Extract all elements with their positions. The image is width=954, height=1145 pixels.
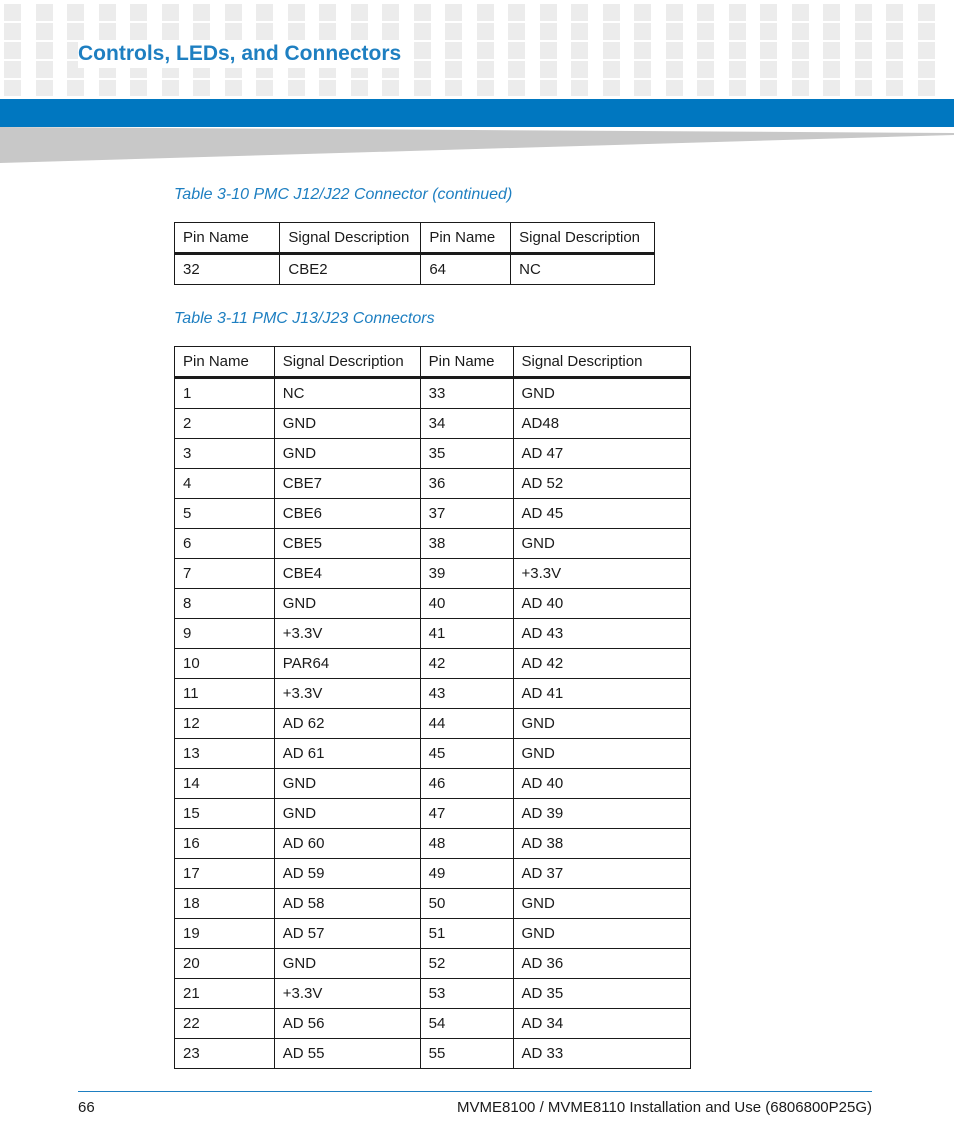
- pattern-square: [603, 61, 620, 78]
- header-blue-bar: [0, 99, 954, 127]
- pattern-square: [760, 42, 777, 59]
- table-cell: AD48: [513, 409, 690, 439]
- table-row: [175, 889, 691, 919]
- pattern-square: [886, 4, 903, 21]
- pattern-square: [477, 42, 494, 59]
- pattern-square: [855, 80, 872, 96]
- pattern-square: [571, 80, 588, 96]
- table-cell: 6: [175, 529, 275, 559]
- footer-divider: [78, 1091, 872, 1092]
- pattern-square: [697, 23, 714, 40]
- table-cell: GND: [513, 919, 690, 949]
- pattern-square: [319, 80, 336, 96]
- pattern-square: [886, 23, 903, 40]
- pattern-square: [634, 23, 651, 40]
- pattern-square: [256, 23, 273, 40]
- pattern-square: [508, 61, 525, 78]
- table-cell: 17: [175, 859, 275, 889]
- table-row: [175, 1039, 691, 1069]
- pattern-square: [571, 42, 588, 59]
- table-3-10-caption: Table 3-10 PMC J12/J22 Connector (continued): [174, 186, 513, 203]
- column-header: Signal Description: [513, 347, 690, 378]
- table-cell: AD 58: [274, 889, 420, 919]
- pattern-square: [351, 80, 368, 96]
- table-cell: AD 45: [513, 499, 690, 529]
- table-cell: GND: [274, 589, 420, 619]
- pattern-square: [855, 61, 872, 78]
- table-row: [175, 409, 691, 439]
- table-cell: 12: [175, 709, 275, 739]
- table-cell: AD 39: [513, 799, 690, 829]
- table-cell: GND: [274, 769, 420, 799]
- pattern-square: [36, 42, 53, 59]
- table-row: [175, 378, 691, 409]
- table-cell: 2: [175, 409, 275, 439]
- pattern-square: [697, 61, 714, 78]
- table-row: [175, 254, 655, 285]
- table-cell: 53: [420, 979, 513, 1009]
- pattern-square: [855, 42, 872, 59]
- pattern-square: [414, 23, 431, 40]
- table-cell: CBE7: [274, 469, 420, 499]
- table-cell: 64: [421, 254, 511, 285]
- pattern-square: [162, 80, 179, 96]
- pattern-square: [540, 4, 557, 21]
- table-cell: 16: [175, 829, 275, 859]
- table-cell: AD 62: [274, 709, 420, 739]
- table-cell: CBE6: [274, 499, 420, 529]
- table-cell: AD 59: [274, 859, 420, 889]
- table-row: [175, 679, 691, 709]
- pattern-square: [855, 23, 872, 40]
- pattern-square: [99, 23, 116, 40]
- table-cell: 39: [420, 559, 513, 589]
- table-cell: 50: [420, 889, 513, 919]
- table-cell: 15: [175, 799, 275, 829]
- column-header: Pin Name: [175, 347, 275, 378]
- table-cell: CBE2: [280, 254, 421, 285]
- pattern-square: [823, 23, 840, 40]
- pattern-square: [760, 80, 777, 96]
- pattern-square: [67, 4, 84, 21]
- table-cell: AD 47: [513, 439, 690, 469]
- table-cell: 55: [420, 1039, 513, 1069]
- table-header-row: [175, 347, 691, 378]
- table-cell: AD 41: [513, 679, 690, 709]
- pattern-square: [162, 4, 179, 21]
- table-row: [175, 739, 691, 769]
- pattern-square: [634, 42, 651, 59]
- table-row: [175, 1009, 691, 1039]
- table-cell: AD 33: [513, 1039, 690, 1069]
- table-cell: AD 55: [274, 1039, 420, 1069]
- table-cell: AD 34: [513, 1009, 690, 1039]
- table-cell: 41: [420, 619, 513, 649]
- pattern-square: [729, 4, 746, 21]
- pattern-square: [603, 4, 620, 21]
- pattern-square: [603, 80, 620, 96]
- table-cell: GND: [274, 949, 420, 979]
- table-cell: GND: [274, 409, 420, 439]
- pattern-square: [256, 4, 273, 21]
- pattern-square: [445, 61, 462, 78]
- pattern-square: [918, 23, 935, 40]
- pattern-square: [729, 42, 746, 59]
- pattern-square: [36, 4, 53, 21]
- table-row: [175, 769, 691, 799]
- pattern-square: [445, 4, 462, 21]
- table-cell: NC: [274, 378, 420, 409]
- table-cell: 14: [175, 769, 275, 799]
- table-cell: NC: [511, 254, 655, 285]
- pattern-square: [886, 61, 903, 78]
- column-header: Pin Name: [175, 223, 280, 254]
- table-cell: 48: [420, 829, 513, 859]
- pattern-square: [256, 80, 273, 96]
- table-cell: AD 40: [513, 589, 690, 619]
- table-cell: AD 35: [513, 979, 690, 1009]
- table-cell: 4: [175, 469, 275, 499]
- table-header-row: [175, 223, 655, 254]
- pattern-square: [634, 4, 651, 21]
- table-cell: 20: [175, 949, 275, 979]
- table-cell: 19: [175, 919, 275, 949]
- pattern-square: [760, 4, 777, 21]
- table-cell: GND: [513, 709, 690, 739]
- column-header: Pin Name: [420, 347, 513, 378]
- table-row: [175, 709, 691, 739]
- table-cell: 54: [420, 1009, 513, 1039]
- page-title: Controls, LEDs, and Connectors: [78, 40, 405, 68]
- pattern-square: [288, 4, 305, 21]
- pattern-square: [666, 4, 683, 21]
- table-cell: 34: [420, 409, 513, 439]
- table-3-10: [174, 222, 655, 285]
- table-row: [175, 979, 691, 1009]
- table-row: [175, 859, 691, 889]
- table-cell: GND: [513, 529, 690, 559]
- pattern-square: [508, 4, 525, 21]
- table-cell: 46: [420, 769, 513, 799]
- table-row: [175, 499, 691, 529]
- pattern-square: [4, 61, 21, 78]
- table-cell: 21: [175, 979, 275, 1009]
- pattern-square: [918, 4, 935, 21]
- pattern-square: [414, 61, 431, 78]
- table-cell: 7: [175, 559, 275, 589]
- table-cell: AD 61: [274, 739, 420, 769]
- pattern-square: [477, 23, 494, 40]
- pattern-square: [130, 23, 147, 40]
- table-cell: 36: [420, 469, 513, 499]
- pattern-square: [666, 23, 683, 40]
- pattern-square: [351, 4, 368, 21]
- table-cell: 22: [175, 1009, 275, 1039]
- table-row: [175, 469, 691, 499]
- table-cell: CBE5: [274, 529, 420, 559]
- pattern-square: [823, 80, 840, 96]
- table-row: [175, 619, 691, 649]
- pattern-square: [382, 23, 399, 40]
- table-cell: GND: [513, 889, 690, 919]
- pattern-square: [508, 42, 525, 59]
- table-cell: 37: [420, 499, 513, 529]
- table-cell: AD 60: [274, 829, 420, 859]
- table-cell: 51: [420, 919, 513, 949]
- pattern-square: [4, 80, 21, 96]
- table-cell: AD 52: [513, 469, 690, 499]
- table-row: [175, 919, 691, 949]
- header-gray-wedge: [0, 127, 954, 163]
- pattern-square: [666, 80, 683, 96]
- pattern-square: [288, 23, 305, 40]
- pattern-square: [414, 4, 431, 21]
- pattern-square: [67, 23, 84, 40]
- pattern-square: [99, 4, 116, 21]
- table-cell: AD 57: [274, 919, 420, 949]
- table-cell: 33: [420, 378, 513, 409]
- pattern-square: [4, 4, 21, 21]
- table-cell: 35: [420, 439, 513, 469]
- pattern-square: [36, 61, 53, 78]
- pattern-square: [666, 42, 683, 59]
- pattern-square: [792, 42, 809, 59]
- table-row: [175, 799, 691, 829]
- table-row: [175, 439, 691, 469]
- pattern-square: [382, 4, 399, 21]
- table-cell: 43: [420, 679, 513, 709]
- column-header: Signal Description: [274, 347, 420, 378]
- table-cell: AD 38: [513, 829, 690, 859]
- pattern-square: [414, 80, 431, 96]
- pattern-square: [225, 23, 242, 40]
- pattern-square: [729, 23, 746, 40]
- pattern-square: [540, 23, 557, 40]
- pattern-square: [634, 80, 651, 96]
- table-cell: GND: [513, 739, 690, 769]
- table-cell: 38: [420, 529, 513, 559]
- table-cell: GND: [274, 799, 420, 829]
- table-cell: +3.3V: [274, 619, 420, 649]
- pattern-square: [760, 61, 777, 78]
- pattern-square: [855, 4, 872, 21]
- document-title: MVME8100 / MVME8110 Installation and Use (6806800P25G): [457, 1099, 872, 1116]
- table-cell: +3.3V: [274, 679, 420, 709]
- table-3-11: [174, 346, 691, 1069]
- table-cell: GND: [513, 378, 690, 409]
- pattern-square: [792, 61, 809, 78]
- table-cell: 9: [175, 619, 275, 649]
- table-row: [175, 949, 691, 979]
- pattern-square: [729, 80, 746, 96]
- table-cell: 3: [175, 439, 275, 469]
- pattern-square: [162, 23, 179, 40]
- table-row: [175, 529, 691, 559]
- pattern-square: [540, 61, 557, 78]
- pattern-square: [319, 4, 336, 21]
- pattern-square: [193, 4, 210, 21]
- pattern-square: [319, 23, 336, 40]
- pattern-square: [130, 4, 147, 21]
- pattern-square: [130, 80, 147, 96]
- column-header: Signal Description: [280, 223, 421, 254]
- table-cell: 42: [420, 649, 513, 679]
- page-number: 66: [78, 1099, 95, 1116]
- pattern-square: [225, 80, 242, 96]
- table-cell: 11: [175, 679, 275, 709]
- table-cell: CBE4: [274, 559, 420, 589]
- pattern-square: [288, 80, 305, 96]
- pattern-square: [382, 80, 399, 96]
- pattern-square: [823, 42, 840, 59]
- pattern-square: [823, 61, 840, 78]
- pattern-square: [886, 42, 903, 59]
- pattern-square: [918, 42, 935, 59]
- pattern-square: [36, 80, 53, 96]
- table-cell: 8: [175, 589, 275, 619]
- pattern-square: [508, 80, 525, 96]
- pattern-square: [603, 42, 620, 59]
- table-cell: AD 56: [274, 1009, 420, 1039]
- pattern-square: [193, 23, 210, 40]
- pattern-square: [414, 42, 431, 59]
- table-cell: AD 36: [513, 949, 690, 979]
- table-cell: 18: [175, 889, 275, 919]
- table-cell: AD 43: [513, 619, 690, 649]
- table-row: [175, 829, 691, 859]
- pattern-square: [792, 23, 809, 40]
- column-header: Signal Description: [511, 223, 655, 254]
- pattern-square: [540, 42, 557, 59]
- pattern-square: [508, 23, 525, 40]
- pattern-square: [445, 23, 462, 40]
- pattern-square: [918, 80, 935, 96]
- pattern-square: [792, 80, 809, 96]
- table-cell: PAR64: [274, 649, 420, 679]
- table-cell: AD 42: [513, 649, 690, 679]
- table-cell: 49: [420, 859, 513, 889]
- table-cell: 1: [175, 378, 275, 409]
- pattern-square: [571, 61, 588, 78]
- pattern-square: [918, 61, 935, 78]
- table-cell: AD 40: [513, 769, 690, 799]
- pattern-square: [477, 4, 494, 21]
- pattern-square: [99, 80, 116, 96]
- table-cell: 5: [175, 499, 275, 529]
- pattern-square: [445, 80, 462, 96]
- pattern-square: [225, 4, 242, 21]
- pattern-square: [193, 80, 210, 96]
- table-row: [175, 649, 691, 679]
- table-row: [175, 589, 691, 619]
- pattern-square: [540, 80, 557, 96]
- pattern-square: [823, 4, 840, 21]
- table-cell: 10: [175, 649, 275, 679]
- pattern-square: [445, 42, 462, 59]
- column-header: Pin Name: [421, 223, 511, 254]
- pattern-square: [792, 4, 809, 21]
- pattern-square: [351, 23, 368, 40]
- table-cell: +3.3V: [513, 559, 690, 589]
- table-cell: 45: [420, 739, 513, 769]
- pattern-square: [760, 23, 777, 40]
- table-cell: 32: [175, 254, 280, 285]
- pattern-square: [729, 61, 746, 78]
- table-cell: 52: [420, 949, 513, 979]
- table-cell: AD 37: [513, 859, 690, 889]
- pattern-square: [603, 23, 620, 40]
- table-cell: 44: [420, 709, 513, 739]
- pattern-square: [886, 80, 903, 96]
- table-cell: +3.3V: [274, 979, 420, 1009]
- pattern-square: [697, 42, 714, 59]
- pattern-square: [697, 80, 714, 96]
- table-cell: 13: [175, 739, 275, 769]
- table-row: [175, 559, 691, 589]
- table-cell: 40: [420, 589, 513, 619]
- pattern-square: [571, 23, 588, 40]
- pattern-square: [697, 4, 714, 21]
- pattern-square: [4, 42, 21, 59]
- pattern-square: [4, 23, 21, 40]
- table-3-11-caption: Table 3-11 PMC J13/J23 Connectors: [174, 310, 435, 327]
- pattern-square: [67, 80, 84, 96]
- pattern-square: [477, 80, 494, 96]
- pattern-square: [571, 4, 588, 21]
- table-cell: 47: [420, 799, 513, 829]
- pattern-square: [666, 61, 683, 78]
- table-cell: 23: [175, 1039, 275, 1069]
- pattern-square: [477, 61, 494, 78]
- table-cell: GND: [274, 439, 420, 469]
- pattern-square: [36, 23, 53, 40]
- pattern-square: [634, 61, 651, 78]
